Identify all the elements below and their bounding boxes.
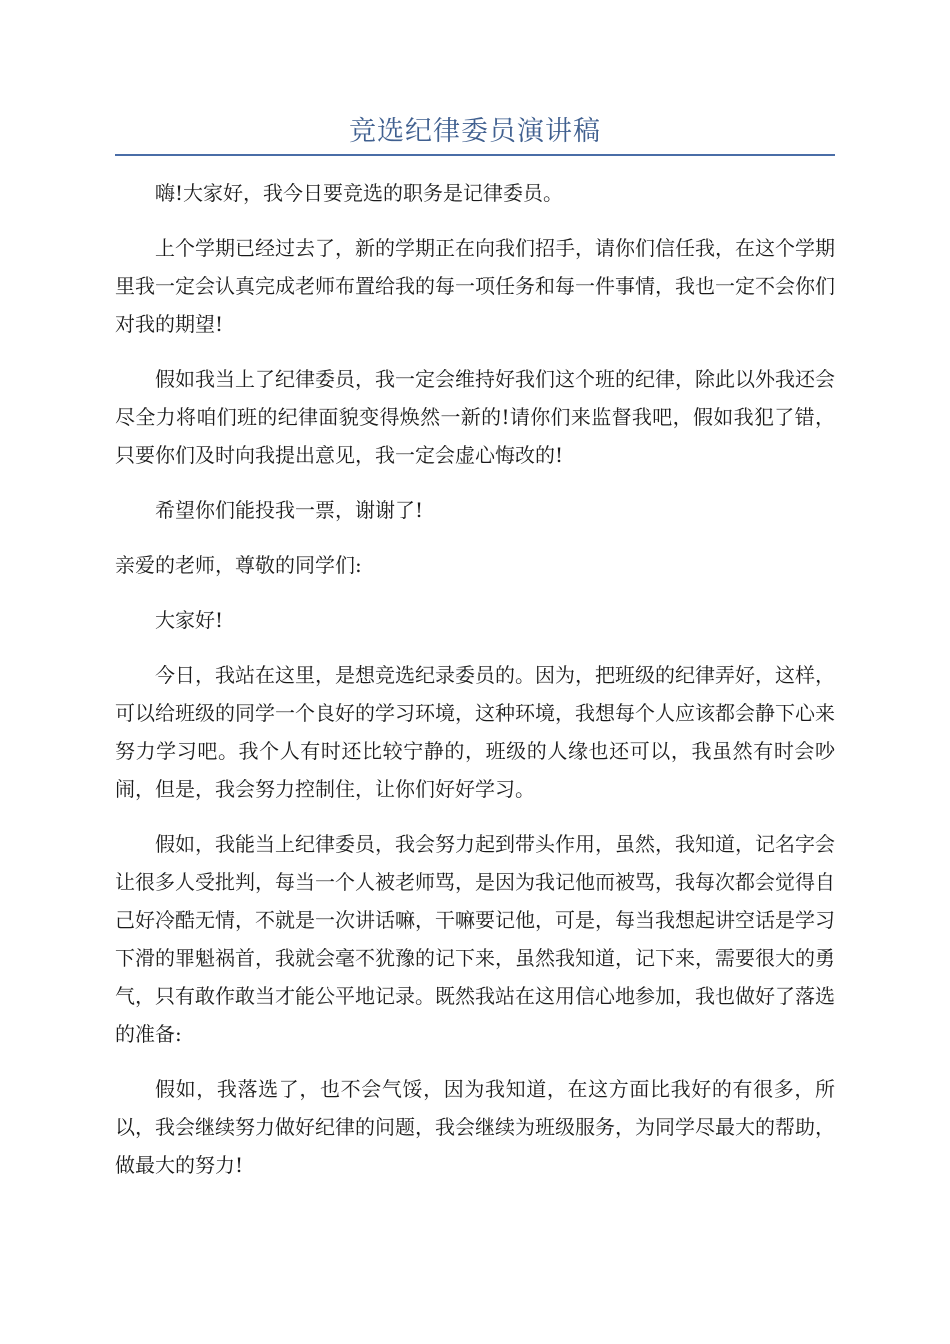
title-underline [115, 154, 835, 156]
paragraph-vote-request: 希望你们能投我一票，谢谢了! [155, 498, 424, 522]
document-body [115, 174, 835, 1201]
paragraph-greeting: 嗨!大家好，我今日要竞选的职务是记律委员。 [155, 181, 564, 205]
paragraph-hello: 大家好! [155, 608, 224, 632]
paragraph-promise: 假如我当上了纪律委员，我一定会维持好我们这个班的纪律，除此以外我还会尽全力将咱们班的纪律面貌变得焕然一新的!请你们来监督我吧，假如我犯了错，只要你们及时向我提出意见，我一定会虚心悔改的! [115, 367, 835, 467]
paragraph-salutation: 亲爱的老师，尊敬的同学们: [115, 553, 362, 577]
paragraph-reason: 今日，我站在这里，是想竞选纪录委员的。因为，把班级的纪律弄好，这样，可以给班级的同学一个良好的学习环境，这种环境，我想每个人应该都会静下心来努力学习吧。我个人有时还比较宁静的，班级的人缘也还可以，我虽然有时会吵闹，但是，我会努力控制住，让你们好好学习。 [115, 663, 835, 801]
paragraph-trust: 上个学期已经过去了，新的学期正在向我们招手，请你们信任我，在这个学期里我一定会认真完成老师布置给我的每一项任务和每一件事情，我也一定不会你们对我的期望! [115, 236, 835, 336]
paragraph-if-not-elected: 假如，我落选了，也不会气馁，因为我知道，在这方面比我好的有很多，所以，我会继续努力做好纪律的问题，我会继续为班级服务，为同学尽最大的帮助，做最大的努力! [115, 1077, 835, 1177]
paragraph-if-elected: 假如，我能当上纪律委员，我会努力起到带头作用，虽然，我知道，记名字会让很多人受批判，每当一个人被老师骂，是因为我记他而被骂，我每次都会觉得自己好冷酷无情，不就是一次讲话嘛，干嘛要记他，可是，每当我想起讲空话是学习下滑的罪魁祸首，我就会毫不犹豫的记下来，虽然我知道，记下来，需要很大的勇气，只有敢作敢当才能公平地记录。既然我站在这用信心地参加，我也做好了落选的准备: [115, 832, 835, 1046]
document-title: 竞选纪律委员演讲稿 [349, 116, 601, 147]
